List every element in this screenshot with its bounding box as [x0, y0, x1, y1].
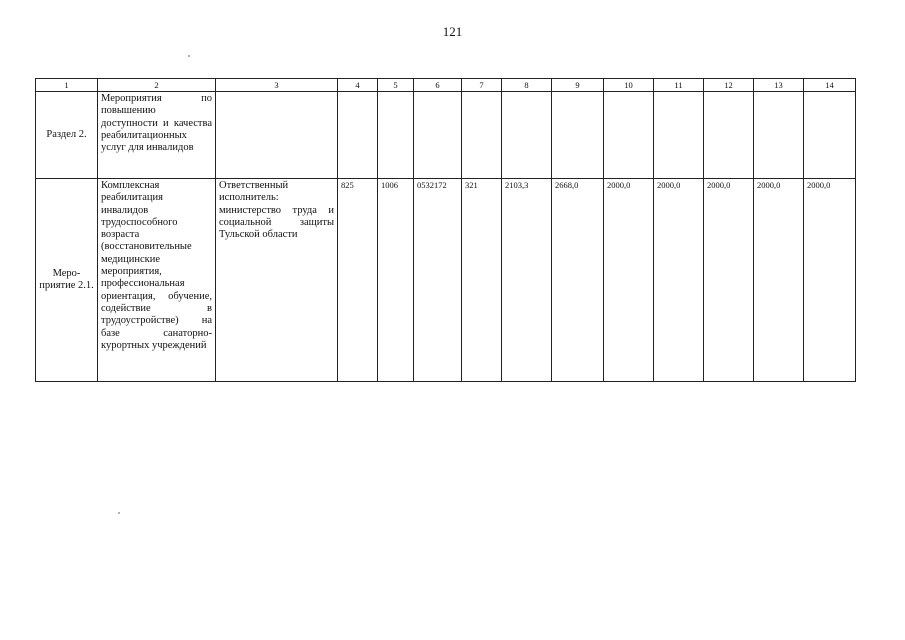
column-number: 3: [216, 79, 338, 92]
budget-code-cell: 825: [338, 179, 378, 382]
empty-cell: [462, 92, 502, 179]
empty-cell: [216, 92, 338, 179]
amount-cell: 2668,0: [552, 179, 604, 382]
amount-cell: 2000,0: [604, 179, 654, 382]
measure-title: Комплексная реабилитация инвалидов трудоспособного возраста (восстановительные медицинские мероприятия, профессиональная ориентация, обучение, содействие в трудоустройстве) на базе санаторно-курортных учреждений: [98, 179, 216, 382]
empty-cell: [654, 92, 704, 179]
empty-cell: [502, 92, 552, 179]
column-number: 4: [338, 79, 378, 92]
column-number: 8: [502, 79, 552, 92]
amount-cell: 2000,0: [754, 179, 804, 382]
column-number: 5: [378, 79, 414, 92]
column-number: 13: [754, 79, 804, 92]
budget-code-cell: 0532172: [414, 179, 462, 382]
column-number: 14: [804, 79, 856, 92]
amount-cell: 2000,0: [704, 179, 754, 382]
column-number: 1: [36, 79, 98, 92]
scan-speck: [118, 512, 120, 514]
empty-cell: [552, 92, 604, 179]
empty-cell: [414, 92, 462, 179]
column-number: 7: [462, 79, 502, 92]
section-title: Мероприятия по повышению доступности и качества реабилитационных услуг для инвалидов: [98, 92, 216, 179]
column-number: 11: [654, 79, 704, 92]
amount-cell: 2000,0: [654, 179, 704, 382]
column-number: 10: [604, 79, 654, 92]
empty-cell: [754, 92, 804, 179]
responsible-executor: Ответственный исполнитель: министерство труда и социальной защиты Тульской области: [216, 179, 338, 382]
program-table: [35, 78, 856, 382]
column-numbers-row: [36, 79, 856, 92]
amount-cell: 2000,0: [804, 179, 856, 382]
measure-label: Меро-приятие 2.1.: [36, 179, 98, 382]
empty-cell: [704, 92, 754, 179]
section-row: [36, 92, 856, 179]
column-number: 2: [98, 79, 216, 92]
column-number: 9: [552, 79, 604, 92]
empty-cell: [604, 92, 654, 179]
budget-code-cell: 1006: [378, 179, 414, 382]
column-number: 12: [704, 79, 754, 92]
page-number: 121: [442, 24, 463, 39]
empty-cell: [378, 92, 414, 179]
measure-row: [36, 179, 856, 382]
scan-speck: [188, 55, 190, 57]
amount-cell: 2103,3: [502, 179, 552, 382]
budget-code-cell: 321: [462, 179, 502, 382]
column-number: 6: [414, 79, 462, 92]
section-label: Раздел 2.: [36, 92, 98, 179]
empty-cell: [338, 92, 378, 179]
empty-cell: [804, 92, 856, 179]
